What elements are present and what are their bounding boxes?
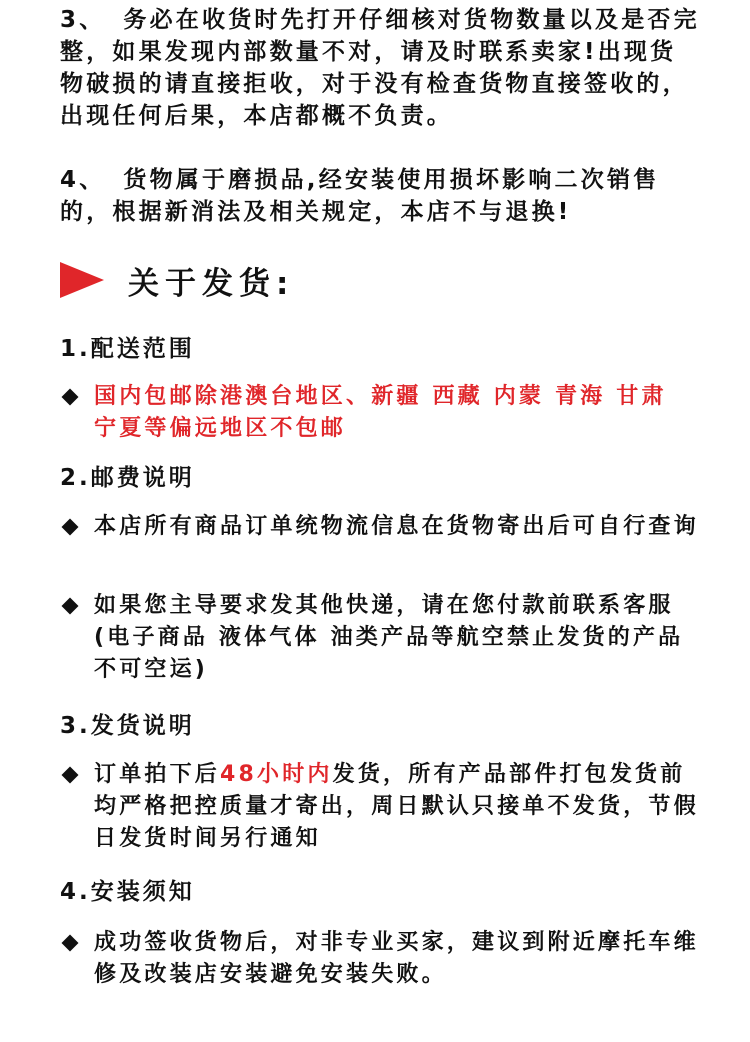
notice-item-3-text: 务必在收货时先打开仔细核对货物数量以及是否完整，如果发现内部数量不对，请及时联系卖家!出现货物破损的请直接拒收，对于没有检查货物直接签收的，出现任何后果，本店都概不负责。 [60, 7, 700, 129]
shipping-notes-text [94, 759, 700, 855]
installation-text: 成功签收货物后，对非专业买家，建议到附近摩托车维修及改装店安装避免安装失败。 [94, 930, 699, 987]
shipping-notes-text-rest: 发货，所有产品部件打包发货前均严格把控质量才寄出，周日默认只接单不发货，节假日发货时间另行通知 [94, 762, 699, 851]
delivery-range-bullet [60, 381, 700, 445]
shipping-notes-text-start: 订单拍下后 [94, 762, 221, 787]
installation-heading: 4.安装须知 [60, 879, 195, 905]
notice-item-4-number: 4、 [60, 167, 106, 193]
diamond-bullet-icon [62, 519, 79, 536]
shipping-notes-heading: 3.发货说明 [60, 713, 195, 739]
postage-bullet-2-text: 如果您主导要求发其他快递，请在您付款前联系客服(电子商品 液体气体 油类产品等航空禁止发货的产品不可空运) [94, 593, 684, 682]
play-arrow-icon [60, 262, 104, 298]
postage-heading: 2.邮费说明 [60, 465, 195, 491]
postage-bullet-1 [60, 511, 700, 543]
shipping-notes-bullet [60, 759, 700, 855]
delivery-range-text: 国内包邮除港澳台地区、新疆 西藏 内蒙 青海 甘肃 宁夏等偏远地区不包邮 [94, 384, 667, 441]
notice-item-4-text: 货物属于磨损品,经安装使用损坏影响二次销售的，根据新消法及相关规定，本店不与退换! [60, 167, 660, 225]
diamond-bullet-icon [62, 598, 79, 615]
diamond-bullet-icon [62, 389, 79, 406]
postage-bullet-2 [60, 590, 700, 686]
diamond-bullet-icon [62, 767, 79, 784]
delivery-range-heading: 1.配送范围 [60, 336, 195, 362]
installation-bullet [60, 927, 700, 991]
notice-item-4 [60, 164, 700, 228]
shipping-time-highlight: 48小时内 [220, 762, 333, 787]
diamond-bullet-icon [62, 935, 79, 952]
postage-bullet-1-text: 本店所有商品订单统物流信息在货物寄出后可自行查询 [94, 514, 699, 539]
shipping-section-header [60, 258, 294, 302]
notice-item-3-number: 3、 [60, 7, 106, 33]
notice-item-3 [60, 4, 700, 132]
shipping-section-title: 关于发货: [128, 265, 295, 302]
